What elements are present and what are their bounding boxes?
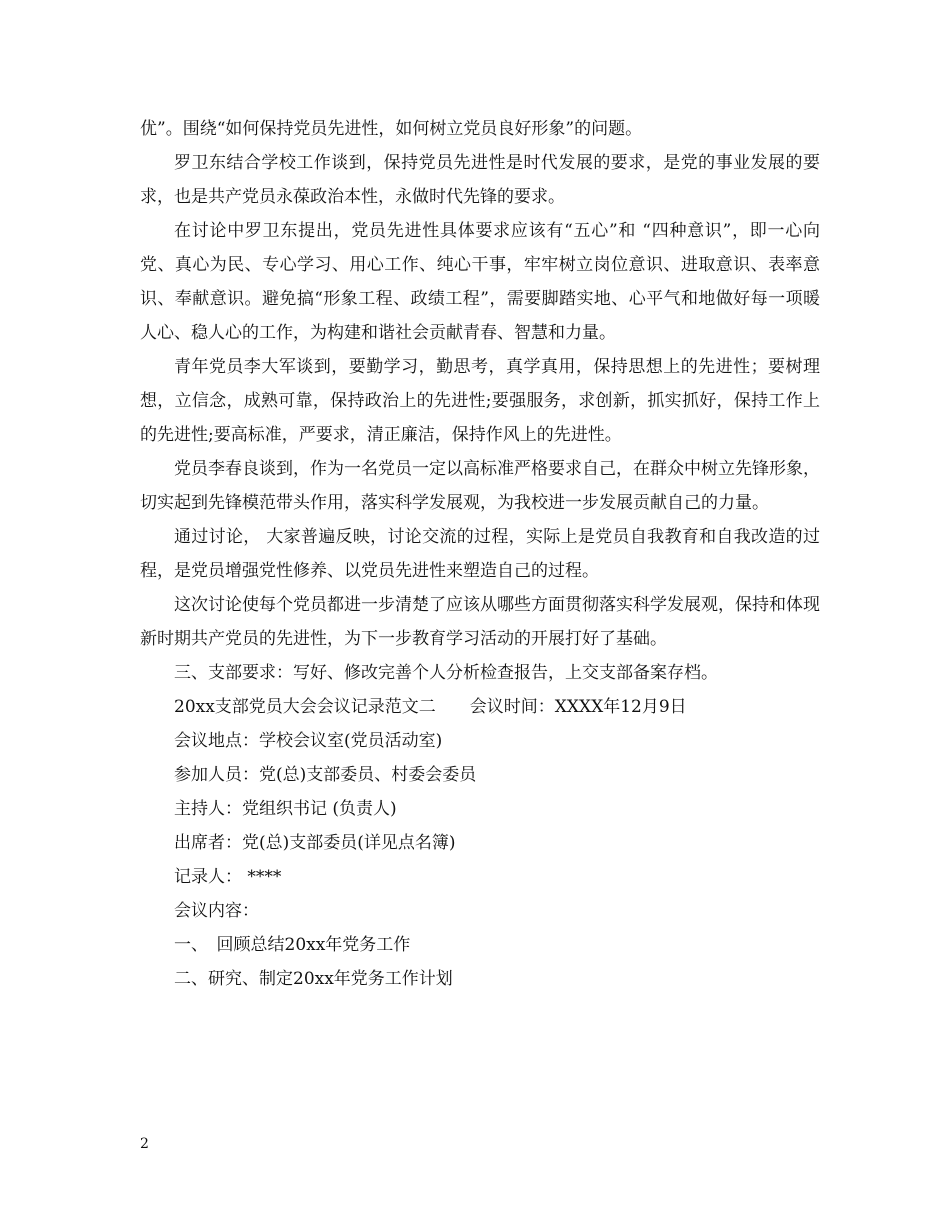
meeting-content-heading: 会议内容：: [174, 901, 259, 921]
meeting-location: 会议地点：学校会议室(党员活动室): [174, 731, 443, 751]
paragraph-intro: 优”。围绕“如何保持党员先进性，如何树立党员良好形象”的问题。: [140, 119, 643, 139]
paragraph-luo-weidong-1: 罗卫东结合学校工作谈到，保持党员先进性是时代发展的要求，是党的事业发展的要求，也是共产党员永葆政治本性，永做时代先锋的要求。: [140, 153, 820, 207]
paragraph-li-dajun: 青年党员李大军谈到，要勤学习，勤思考，真学真用，保持思想上的先进性；要树理想，立信念，成熟可靠，保持政治上的先进性;要强服务，求创新，抓实抓好，保持工作上的先进性;要高标准，严要求，清正廉洁，保持作风上的先进性。: [140, 357, 820, 445]
meeting-attendees: 出席者：党(总)支部委员(详见点名簿): [174, 833, 456, 853]
paragraph-branch-requirement: 三、支部要求：写好、修改完善个人分析检查报告，上交支部备案存档。: [174, 663, 718, 683]
agenda-item-1: 一、 回顾总结20xx年党务工作: [174, 935, 411, 955]
meeting-participants: 参加人员：党(总)支部委员、村委会委员: [174, 765, 477, 785]
agenda-item-2: 二、研究、制定20xx年党务工作计划: [174, 969, 453, 989]
meeting-title-and-time: 20xx支部党员大会会议记录范文二 会议时间：XXXX年12月9日: [174, 697, 687, 717]
paragraph-discussion-summary: 通过讨论， 大家普遍反映，讨论交流的过程，实际上是党员自我教育和自我改造的过程，是党员增强党性修养、以党员先进性来塑造自己的过程。: [140, 527, 820, 581]
meeting-host: 主持人：党组织书记 (负责人): [174, 799, 397, 819]
paragraph-li-chunliang: 党员李春良谈到，作为一名党员一定以高标准严格要求自己，在群众中树立先锋形象，切实起到先锋模范带头作用，落实科学发展观，为我校进一步发展贡献自己的力量。: [140, 459, 820, 513]
document-body: [140, 112, 820, 996]
meeting-recorder: 记录人： ****: [174, 867, 282, 887]
paragraph-luo-weidong-2: 在讨论中罗卫东提出，党员先进性具体要求应该有“五心”和 “四种意识”，即一心向党、真心为民、专心学习、用心工作、纯心干事，牢牢树立岗位意识、进取意识、表率意识、奉献意识。避免搞“形象工程、政绩工程”，需要脚踏实地、心平气和地做好每一项暖人心、稳人心的工作，为构建和谐社会贡献青春、智慧和力量。: [140, 221, 820, 343]
paragraph-discussion-result: 这次讨论使每个党员都进一步清楚了应该从哪些方面贯彻落实科学发展观，保持和体现新时期共产党员的先进性，为下一步教育学习活动的开展打好了基础。: [140, 595, 820, 649]
page-number: 2: [140, 1136, 149, 1152]
